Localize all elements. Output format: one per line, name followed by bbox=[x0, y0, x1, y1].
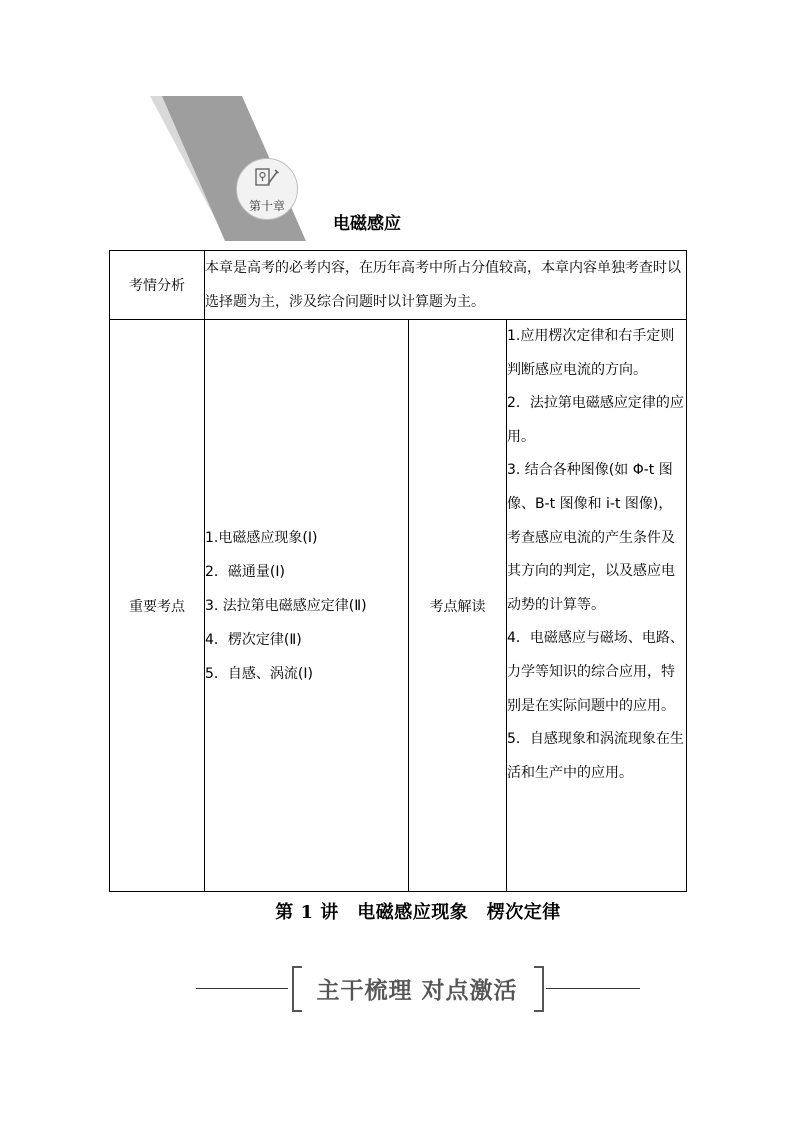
analysis-label: 考情分析 bbox=[110, 251, 205, 320]
chapter-title: 电磁感应 bbox=[333, 214, 401, 234]
chapter-number: 第十章 bbox=[248, 199, 285, 213]
key-point-item: 3. 法拉第电磁感应定律(Ⅱ) bbox=[205, 597, 367, 614]
key-point-item: 2．磁通量(Ⅰ) bbox=[205, 563, 285, 580]
notebook-pen-icon bbox=[254, 167, 280, 187]
divider-line bbox=[196, 988, 288, 989]
key-points-list bbox=[205, 320, 409, 892]
interpretation-item: 4．电磁感应与磁场、电路、力学等知识的综合应用，特别是在实际问题中的应用。 bbox=[507, 630, 684, 714]
section-heading-text: 主干梳理 对点激活 bbox=[316, 977, 518, 1004]
key-point-item: 1.电磁感应现象(Ⅰ) bbox=[205, 529, 318, 546]
interpretation-item: 3. 结合各种图像(如 Φ-t 图像、B-t 图像和 i-t 图像)，考查感应电流的产生条件及其方向的判定，以及感应电动势的计算等。 bbox=[507, 462, 675, 613]
analysis-text: 本章是高考的必考内容，在历年高考中所占分值较高，本章内容单独考查时以选择题为主，涉及综合问题时以计算题为主。 bbox=[205, 251, 687, 320]
interpretation-item: 2．法拉第电磁感应定律的应用。 bbox=[507, 395, 684, 445]
lecture-title: 第 1 讲 电磁感应现象 楞次定律 bbox=[275, 902, 561, 923]
section-heading bbox=[196, 966, 640, 1010]
key-points-label: 重要考点 bbox=[110, 320, 205, 892]
divider-line bbox=[546, 988, 640, 989]
chapter-badge bbox=[236, 158, 298, 220]
interpretation-label: 考点解读 bbox=[409, 320, 507, 892]
exam-analysis-table bbox=[109, 250, 687, 892]
interpretation-item: 5．自感现象和涡流现象在生活和生产中的应用。 bbox=[507, 731, 684, 781]
key-points-row bbox=[110, 320, 687, 892]
analysis-row bbox=[110, 251, 687, 320]
interpretation-list bbox=[507, 320, 687, 892]
bracket-right bbox=[534, 966, 544, 1012]
key-point-item: 5．自感、涡流(Ⅰ) bbox=[205, 665, 313, 682]
interpretation-item: 1.应用楞次定律和右手定则判断感应电流的方向。 bbox=[507, 328, 675, 378]
key-point-item: 4．楞次定律(Ⅱ) bbox=[205, 631, 302, 648]
